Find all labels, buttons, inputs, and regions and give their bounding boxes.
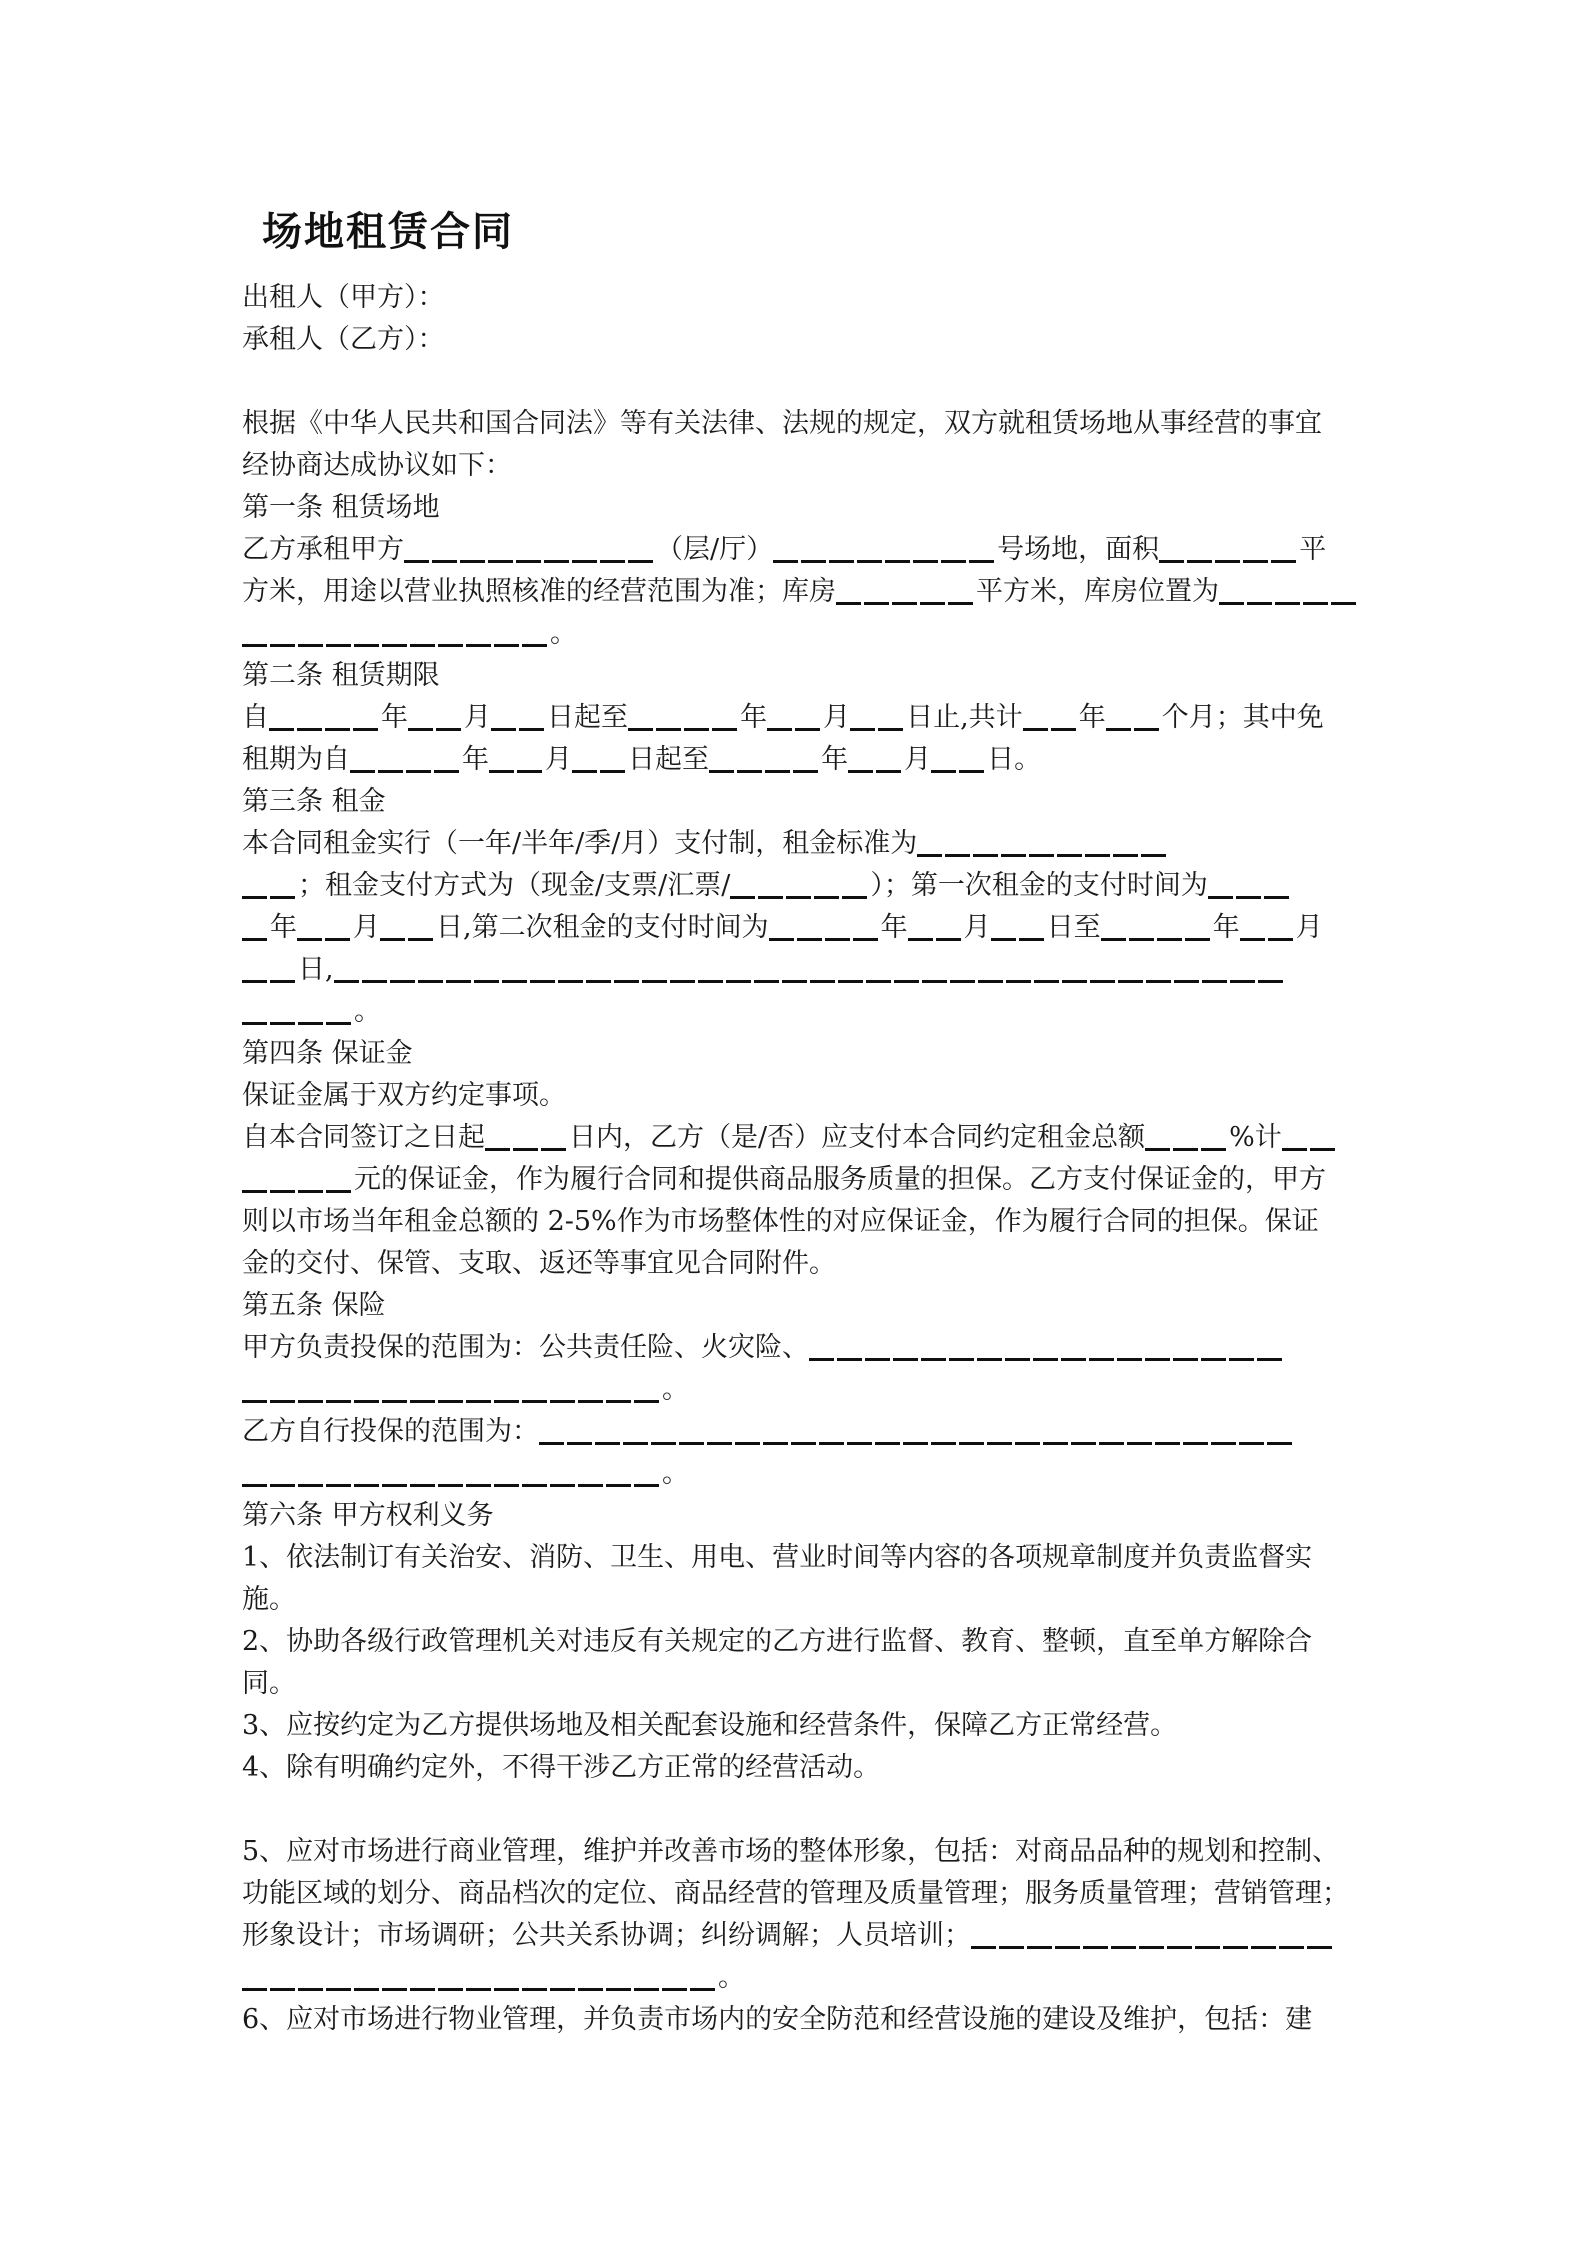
text-line [242,529,1352,571]
blank-line [242,361,1352,403]
text-segment: 第一条 租赁场地 [242,492,440,523]
fill-in-blank[interactable] [730,865,870,907]
text-line [242,1201,1352,1243]
text-segment: 方米，用途以营业执照核准的经营范围为准；库房 [242,576,836,607]
fill-in-blank[interactable] [767,697,823,739]
fill-in-blank[interactable] [404,529,656,571]
text-segment: 日,第二次租金的支付时间为 [436,912,769,943]
fill-in-blank[interactable] [917,823,1169,865]
fill-in-blank[interactable] [242,1159,354,1201]
fill-in-blank[interactable] [931,739,987,781]
text-segment: 则以市场当年租金总额的 2-5%作为市场整体性的对应保证金，作为履行合同的担保。保证 [242,1206,1319,1237]
fill-in-blank[interactable] [1101,907,1213,949]
fill-in-blank[interactable] [539,1411,1295,1453]
text-segment: 年 [270,912,298,943]
text-line [242,1579,1352,1621]
text-segment: 日, [298,954,334,985]
text-line [242,1117,1352,1159]
text-segment: 月 [353,912,381,943]
text-line [242,1327,1352,1369]
text-segment: 租期为自 [242,744,350,775]
text-segment: 第四条 保证金 [242,1038,413,1069]
text-segment: 日止,共计 [906,702,1023,733]
fill-in-blank[interactable] [242,991,354,1033]
text-line [242,1915,1352,1957]
text-line [242,1537,1352,1579]
fill-in-blank[interactable] [628,697,740,739]
text-segment: 第六条 甲方权利义务 [242,1500,494,1531]
text-segment: 。 [662,1458,690,1489]
text-line [242,487,1352,529]
text-line [242,1957,1352,1999]
text-line [242,1705,1352,1747]
text-segment: 同。 [242,1668,296,1699]
text-segment: 承租人（乙方）： [242,324,445,355]
text-line [242,991,1352,1033]
text-line [242,739,1352,781]
fill-in-blank[interactable] [489,739,545,781]
fill-in-blank[interactable] [334,949,1286,991]
fill-in-blank[interactable] [242,949,298,991]
text-segment: 第三条 租金 [242,786,386,817]
text-segment: 号场地，面积 [997,534,1160,565]
text-line [242,571,1352,613]
text-line [242,781,1352,823]
text-line [242,319,1352,361]
fill-in-blank[interactable] [1106,697,1162,739]
text-line [242,865,1352,907]
fill-in-blank[interactable] [1219,571,1359,613]
text-segment: 6、应对市场进行物业管理，并负责市场内的安全防范和经营设施的建设及维护，包括：建 [242,2004,1313,2035]
text-line [242,655,1352,697]
fill-in-blank[interactable] [850,697,906,739]
text-segment: 元的保证金，作为履行合同和提供商品服务质量的担保。乙方支付保证金的，甲方 [354,1164,1327,1195]
fill-in-blank[interactable] [485,1117,569,1159]
text-segment: 乙方承租甲方 [242,534,404,565]
fill-in-blank[interactable] [297,907,353,949]
text-segment: 第二条 租赁期限 [242,660,440,691]
fill-in-blank[interactable] [1240,907,1296,949]
text-segment: 根据《中华人民共和国合同法》等有关法律、法规的规定，双方就租赁场地从事经营的事宜 [242,408,1322,439]
text-segment: 甲方负责投保的范围为：公共责任险、火灾险、 [242,1332,809,1363]
fill-in-blank[interactable] [1023,697,1079,739]
fill-in-blank[interactable] [269,697,381,739]
text-segment: 功能区域的划分、商品档次的定位、商品经营的管理及质量管理；服务质量管理；营销管理； [242,1878,1349,1909]
fill-in-blank[interactable] [908,907,964,949]
document-title: 场地租赁合同 [262,208,514,255]
text-segment: 平 [1299,534,1327,565]
text-segment: 金的交付、保管、支取、返还等事宜见合同附件。 [242,1248,836,1279]
contract-body [242,277,1352,2041]
text-segment: 1、依法制订有关治安、消防、卫生、用电、营业时间等内容的各项规章制度并负责监督实 [242,1542,1313,1573]
text-segment: 本合同租金实行（一年/半年/季/月）支付制，租金标准为 [242,828,918,859]
fill-in-blank[interactable] [380,907,436,949]
text-segment: 自 [242,702,269,733]
text-segment: 日至 [1046,912,1101,943]
text-segment: 。 [354,996,382,1027]
fill-in-blank[interactable] [242,1957,718,1999]
fill-in-blank[interactable] [769,907,881,949]
text-segment: 日内，乙方（是/否）应支付本合同约定租金总额 [569,1122,1146,1153]
text-segment: 经协商达成协议如下： [242,450,512,481]
text-segment: 年 [1212,912,1240,943]
text-segment: 年 [381,702,409,733]
fill-in-blank[interactable] [350,739,462,781]
text-segment: 5、应对市场进行商业管理，维护并改善市场的整体形象，包括：对商品品种的规划和控制、 [242,1836,1340,1867]
text-segment: 日。 [987,744,1042,775]
fill-in-blank[interactable] [1208,865,1292,907]
fill-in-blank[interactable] [773,529,997,571]
text-segment: 个月；其中免 [1161,702,1324,733]
text-line [242,907,1352,949]
text-segment: 年 [821,744,849,775]
text-segment: 月 [1295,912,1323,943]
text-segment: 年 [1078,702,1106,733]
fill-in-blank[interactable] [971,1915,1335,1957]
text-line [242,697,1352,739]
text-line [242,949,1352,991]
fill-in-blank[interactable] [836,571,976,613]
fill-in-blank[interactable] [572,739,628,781]
text-segment: 施。 [242,1584,296,1615]
text-line [242,1369,1352,1411]
fill-in-blank[interactable] [242,1453,662,1495]
text-segment: 4、除有明确约定外，不得干涉乙方正常的经营活动。 [242,1752,881,1783]
fill-in-blank[interactable] [242,907,270,949]
fill-in-blank[interactable] [242,1369,662,1411]
fill-in-blank[interactable] [408,697,464,739]
text-line [242,1999,1352,2041]
text-segment: %计 [1229,1122,1282,1153]
fill-in-blank[interactable] [991,907,1047,949]
text-segment: 2、协助各级行政管理机关对违反有关规定的乙方进行监督、教育、整顿，直至单方解除合 [242,1626,1313,1657]
text-segment: 年 [740,702,768,733]
text-segment: 第五条 保险 [242,1290,386,1321]
text-segment: 保证金属于双方约定事项。 [242,1080,566,1111]
text-line [242,1873,1352,1915]
text-segment: 乙方自行投保的范围为： [242,1416,539,1447]
text-line [242,1411,1352,1453]
text-segment: 日起至 [547,702,629,733]
fill-in-blank[interactable] [709,739,821,781]
text-segment: 平方米，库房位置为 [976,576,1220,607]
text-segment: 出租人（甲方）： [242,282,445,313]
fill-in-blank[interactable] [242,613,550,655]
text-line [242,277,1352,319]
text-segment: 月 [464,702,492,733]
fill-in-blank[interactable] [491,697,547,739]
text-segment: 。 [662,1374,690,1405]
text-segment: （层/厅） [656,534,774,565]
text-segment: ；租金支付方式为（现金/支票/汇票/ [298,870,731,901]
text-segment: 3、应按约定为乙方提供场地及相关配套设施和经营条件，保障乙方正常经营。 [242,1710,1178,1741]
text-segment: 年 [880,912,908,943]
text-segment: 。 [718,1962,746,1993]
text-line [242,1621,1352,1663]
fill-in-blank[interactable] [1159,529,1299,571]
text-line [242,403,1352,445]
text-line [242,1243,1352,1285]
fill-in-blank[interactable] [242,865,298,907]
text-line [242,823,1352,865]
fill-in-blank[interactable] [1145,1117,1229,1159]
text-segment: ）；第一次租金的支付时间为 [870,870,1208,901]
text-segment: 月 [963,912,991,943]
text-segment: 月 [904,744,932,775]
fill-in-blank[interactable] [809,1327,1285,1369]
text-segment: 年 [462,744,490,775]
text-line [242,1495,1352,1537]
text-segment: 日起至 [628,744,710,775]
text-line [242,1663,1352,1705]
text-segment: 。 [550,618,578,649]
text-line [242,1159,1352,1201]
text-line [242,1831,1352,1873]
blank-line [242,1789,1352,1831]
text-line [242,1453,1352,1495]
text-line [242,1747,1352,1789]
text-segment: 形象设计；市场调研；公共关系协调；纠纷调解；人员培训； [242,1920,971,1951]
text-line [242,1285,1352,1327]
fill-in-blank[interactable] [848,739,904,781]
text-line [242,445,1352,487]
text-line [242,1033,1352,1075]
text-segment: 月 [823,702,851,733]
text-segment: 自本合同签订之日起 [242,1122,485,1153]
text-segment: 月 [545,744,573,775]
text-line [242,1075,1352,1117]
fill-in-blank[interactable] [1282,1117,1338,1159]
text-line [242,613,1352,655]
